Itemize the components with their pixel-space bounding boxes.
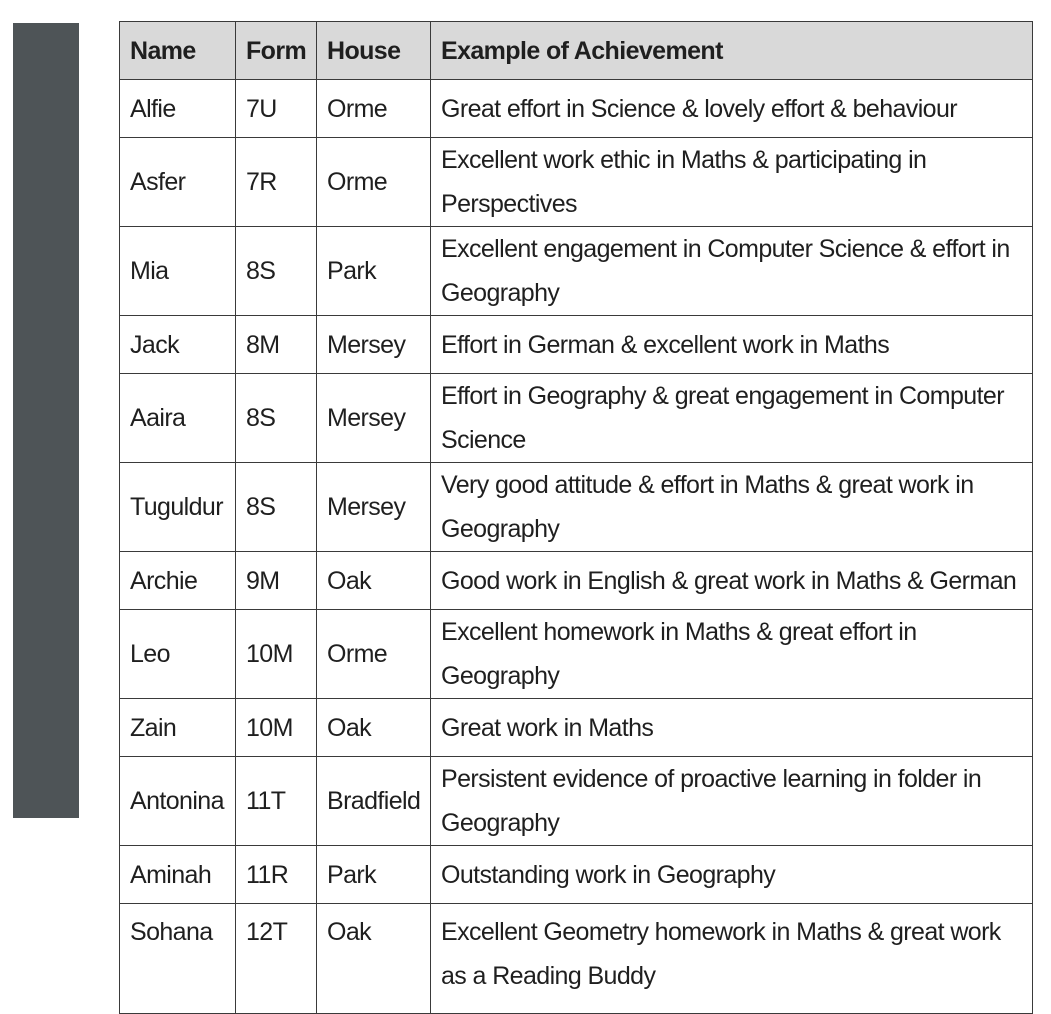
cell-house: Oak bbox=[317, 699, 431, 757]
cell-achievement: Effort in German & excellent work in Maths bbox=[431, 316, 1033, 374]
cell-name: Antonina bbox=[120, 757, 236, 846]
cell-achievement: Great work in Maths bbox=[431, 699, 1033, 757]
cell-house: Park bbox=[317, 846, 431, 904]
cell-house: Mersey bbox=[317, 374, 431, 463]
cell-form: 12T bbox=[236, 904, 317, 1014]
cell-name: Aaira bbox=[120, 374, 236, 463]
cell-achievement: Great effort in Science & lovely effort & behaviour bbox=[431, 80, 1033, 138]
table-row bbox=[120, 552, 1033, 610]
cell-form: 11T bbox=[236, 757, 317, 846]
cell-name: Zain bbox=[120, 699, 236, 757]
cell-house: Orme bbox=[317, 138, 431, 227]
cell-name: Alfie bbox=[120, 80, 236, 138]
header-name: Name bbox=[120, 22, 236, 80]
cell-name: Sohana bbox=[120, 904, 236, 1014]
cell-achievement: Outstanding work in Geography bbox=[431, 846, 1033, 904]
side-bar bbox=[13, 23, 79, 818]
cell-form: 8S bbox=[236, 463, 317, 552]
table-row bbox=[120, 846, 1033, 904]
cell-form: 10M bbox=[236, 610, 317, 699]
cell-house: Park bbox=[317, 227, 431, 316]
header-achievement: Example of Achievement bbox=[431, 22, 1033, 80]
cell-name: Archie bbox=[120, 552, 236, 610]
cell-name: Aminah bbox=[120, 846, 236, 904]
table-row bbox=[120, 316, 1033, 374]
cell-name: Jack bbox=[120, 316, 236, 374]
table-row bbox=[120, 80, 1033, 138]
table-row bbox=[120, 904, 1033, 1014]
cell-form: 7R bbox=[236, 138, 317, 227]
cell-achievement: Excellent Geometry homework in Maths & great work as a Reading Buddy bbox=[431, 904, 1033, 1014]
cell-form: 8S bbox=[236, 374, 317, 463]
cell-house: Orme bbox=[317, 80, 431, 138]
table-row bbox=[120, 227, 1033, 316]
cell-form: 9M bbox=[236, 552, 317, 610]
cell-achievement: Effort in Geography & great engagement in Computer Science bbox=[431, 374, 1033, 463]
table-row bbox=[120, 699, 1033, 757]
cell-form: 7U bbox=[236, 80, 317, 138]
cell-achievement: Very good attitude & effort in Maths & great work in Geography bbox=[431, 463, 1033, 552]
cell-achievement: Excellent homework in Maths & great effort in Geography bbox=[431, 610, 1033, 699]
cell-form: 8S bbox=[236, 227, 317, 316]
cell-form: 11R bbox=[236, 846, 317, 904]
cell-achievement: Excellent work ethic in Maths & participating in Perspectives bbox=[431, 138, 1033, 227]
cell-house: Mersey bbox=[317, 316, 431, 374]
header-form: Form bbox=[236, 22, 317, 80]
cell-name: Mia bbox=[120, 227, 236, 316]
table-row bbox=[120, 757, 1033, 846]
cell-achievement: Excellent engagement in Computer Science & effort in Geography bbox=[431, 227, 1033, 316]
table-row bbox=[120, 374, 1033, 463]
cell-achievement: Good work in English & great work in Maths & German bbox=[431, 552, 1033, 610]
cell-name: Leo bbox=[120, 610, 236, 699]
cell-house: Bradfield bbox=[317, 757, 431, 846]
cell-name: Tuguldur bbox=[120, 463, 236, 552]
cell-house: Orme bbox=[317, 610, 431, 699]
table-row bbox=[120, 463, 1033, 552]
table-row bbox=[120, 138, 1033, 227]
cell-house: Mersey bbox=[317, 463, 431, 552]
table-header-row bbox=[120, 22, 1033, 80]
header-house: House bbox=[317, 22, 431, 80]
cell-house: Oak bbox=[317, 552, 431, 610]
achievement-table bbox=[119, 21, 1033, 1014]
cell-name: Asfer bbox=[120, 138, 236, 227]
table-row bbox=[120, 610, 1033, 699]
cell-form: 8M bbox=[236, 316, 317, 374]
cell-achievement: Persistent evidence of proactive learning in folder in Geography bbox=[431, 757, 1033, 846]
cell-house: Oak bbox=[317, 904, 431, 1014]
cell-form: 10M bbox=[236, 699, 317, 757]
